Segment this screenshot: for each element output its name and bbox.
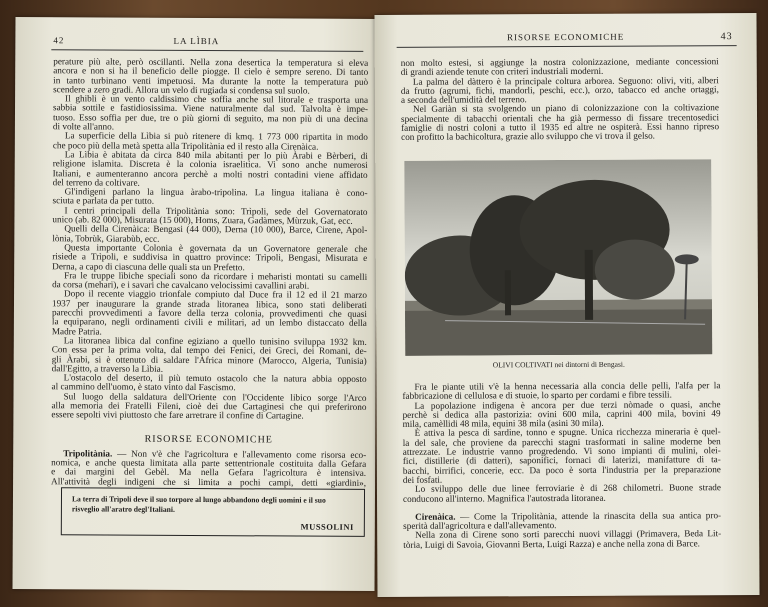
paragraph: [53, 94, 368, 133]
text-line: sciuta e parlata da per tutto.: [52, 195, 155, 207]
text-line: perature più alte, però oscillanti. Nella zona desertica la temperatura si eleva: [53, 56, 369, 68]
running-head: RISORSE ECONOMICHE: [506, 31, 625, 43]
text-line: che poco più della metà spetta alla Tripolitània ed il resto alla Cirenàica.: [52, 139, 319, 152]
paragraph: [52, 243, 367, 273]
text-line: parecchi provvedimenti a favore della terza colonia, provvedimenti che quasi: [51, 307, 367, 319]
text-line: Questa importante Colonia è governata da un Governatore generale che: [64, 242, 368, 254]
text-line: Fra le piante utili v'è la henna necessaria alla concia delle pelli, l'alfa per la: [414, 380, 721, 392]
paragraph: [51, 392, 366, 422]
text-line: È attiva la pesca di sardine, tonno e spugne. Unica ricchezza mineraria è quel-: [414, 426, 721, 439]
text-line: Gl'indigeni parlano la lingua àrabo-tripolina. La lingua italiana è cono-: [64, 186, 368, 199]
section-text: [51, 449, 366, 488]
paragraph: [52, 290, 367, 338]
line-text: — Non v'è che l'agricoltura e l'allevamento come risorsa eco-: [117, 448, 367, 460]
text-line: La popolazione indigena è ancora per due terzi nòmade o quasi, anche: [414, 398, 721, 411]
text-line: All'attività degli indigeni che si limita a pochi campi, detti «giardini»,: [51, 476, 367, 488]
text-line: La litoranea libica dal confine egiziano a quello tunisino sviluppa 1932 km.: [63, 335, 367, 347]
text-line: Il ghibli è un vento caldissimo che soffia anche sul litorale e trasporta una: [65, 93, 369, 106]
text-line: Derna, a capo di ciascuna delle quali sta un Prefetto.: [52, 260, 245, 272]
text-line: La Lìbia è abitata da circa 840 mila abitanti per lo più Àrabi e Bèrberi, di: [64, 149, 368, 161]
text-line: con profitto la bachicoltura, grazie allo sviluppo che vi trova il gelso.: [401, 130, 656, 143]
text-line: Dopo il recente viaggio trionfale compiuto dal Duce fra il 12 ed il 21 marzo: [64, 288, 368, 301]
quote-line: La terra di Trìpoli deve il suo torpore al lungo abbandono degli uomini e il suo: [71, 494, 326, 505]
text-line: famiglie di nostri coloni a tutto il 1935 ed altre ne ospiterà. Essi hanno ripreso: [401, 121, 720, 133]
paragraph: [53, 57, 368, 96]
text-line: la del sale, che proviene da parecchi stagni trasformati in saline moderne ben: [402, 435, 721, 448]
text-line: Madre Patria.: [51, 325, 102, 337]
section-lead: Tripolitània.: [63, 448, 113, 459]
text-line: La palma del dàttero è la principale coltura arborea. Seguono: olivi, viti, alberi: [412, 74, 719, 87]
photo-caption: OLIVI COLTIVATI nei dintorni di Bengasi.: [492, 359, 625, 370]
text-line: La superficie della Lìbia si può ritenere di kmq. 1 773 000 ripartita in modo: [64, 130, 368, 143]
left-page: [13, 17, 378, 591]
text-line: I centri principali della Tripolitània sono: Trìpoli, sede del Governatorato: [64, 205, 368, 217]
text-line: sabbia sottile e fastidiosissima. Viene naturalmente dal sud. Talvolta è impe-: [52, 102, 369, 115]
text-line: L'ostacolo del deserto, il più temuto ostacolo che la natura abbia opposto: [63, 372, 367, 384]
text-line: sperità dall'agricoltura e dall'allevamento.: [403, 520, 557, 532]
left-page-body: [51, 57, 368, 488]
text-line: alla memoria dei Fratelli Fileni, cioè dei due Cartaginesi che qui preferirono: [51, 400, 367, 412]
text-line: e dai margini del Gebèl. Ma nella Gefara l'agricoltura è intensiva.: [51, 466, 367, 479]
text-line: di volte all'anno.: [52, 121, 115, 132]
olive-grove-photo: [404, 159, 712, 356]
page-number: 43: [720, 31, 733, 43]
text-line: gli Àrabi, si è ottenuto di saldare l'Àfrica minore (Marocco, Algeria, Tunisia): [51, 353, 367, 366]
cirenaica-text: [403, 511, 721, 550]
paragraph: [401, 76, 719, 106]
paragraph: [53, 150, 368, 189]
text-line: lònia, Tobrùk, Giarabùb, ecc.: [52, 232, 160, 244]
quote-author: MUSSOLINI: [300, 521, 354, 532]
text-line: bacchi, birrifici, concerie, ecc. Da poco è sorta l'industria per la preparazione: [402, 463, 721, 476]
text-line: in tanto turbinano venti impetuosi. Ma durante la notte la temperatura può: [53, 74, 369, 87]
quote-line: risveglio all'aratro degl'Italiani.: [71, 504, 175, 514]
text-line: Lo sviluppo delle due linee ferroviarie è di 268 chilometri. Buone strade: [414, 482, 721, 495]
header-rule: [51, 49, 363, 52]
body-text-bottom: [402, 381, 721, 550]
text-line: Italiani, e aumenteranno ancora perchè a molti nostri contadini viene affidato: [52, 167, 368, 180]
text-line: del terreno da coltivare.: [52, 177, 140, 188]
body-text: [402, 381, 721, 504]
text-line: Con essa per la prima volta, dal tempo dei Fenici, dei Greci, dei Romani, de-: [51, 344, 367, 357]
text-line: tuoso. Esso soffia per due, tre o più giorni di seguito, ma non più di una decina: [52, 112, 368, 124]
text-line: dall'Egitto, a traverso la Lìbia.: [51, 363, 164, 374]
text-line: unico (ab. 82 000), Misurata (15 000), Homs, Zuara, Gadàmes, Mùrzuk, Gat, ecc.: [52, 214, 353, 226]
text-line: Sul luogo della saldatura dell'Oriente con l'Occidente libico sorge l'Arco: [63, 391, 367, 403]
text-line: Nella zona di Cirene sono sorti parecchi nuovi villaggi (Primavera, Beda Lit-: [415, 528, 722, 541]
text-line: fici, distillerie (di datteri), saponifici, fornaci di laterizi, manifatture di ta-: [402, 454, 721, 467]
text-line: scendere a zero gradi. Allora un velo di rugiada si condensa sul suolo.: [53, 84, 310, 96]
text-line: Fra le truppe lìbiche speciali sono da ricordare i meharisti montati su camelli: [64, 270, 368, 282]
text-line: da frutto (agrumi, fichi, mandorli, peschi, ecc.), orzo, tabacco ed anche ortaggi,: [400, 84, 719, 96]
text-line: Quelli della Cirenàica: Bengasi (44 000), Derna (10 000), Barce, Cirene, Apol-: [64, 223, 368, 236]
text-line: risiede a Trìpoli, e suddivisa in quattro province: Trìpoli, Bengasi, Misurata e: [52, 251, 368, 264]
text-line: dei fosfati.: [402, 474, 443, 485]
text-line: mila, camèllidi 48 mila, equini 38 mila (asini 30 mila).: [402, 417, 604, 430]
text-line: non molto estesi, si aggiunge la nostra colonizzazione, mediante concessioni: [400, 56, 719, 68]
text-line: fabbricazione di cellulosa e di stuoie, lo sparto per cordami e fibre tessili.: [402, 389, 672, 402]
running-head: LA LÌBIA: [173, 35, 220, 47]
text-line: di grandi aziende tenute con criteri industriali moderni.: [400, 66, 604, 78]
text-line: la equiparano, negli ordinamenti civili e militari, ad un lembo distaccato della: [51, 316, 367, 329]
text-line: specialmente di tabacchi orientali che ha già permesso di fissare trecentosedici: [400, 111, 720, 124]
paragraph: [403, 530, 721, 550]
text-line: attrezzate. Le industrie vanno progredendo. Vi sono impianti di mulini, olei-: [402, 445, 721, 457]
text-line: 1937 per inaugurare la grande strada litoranea libica, sono stati deliberati: [51, 297, 368, 310]
text-line: ancora e non si ha il beneficio delle piogge. Il cielo è sempre sereno. Di tanto: [53, 65, 369, 78]
paragraph: [403, 428, 721, 485]
section-lead: Cirenàica.: [415, 511, 456, 522]
text-line: conducono all'interno. Magnifica l'autostrada litoranea.: [402, 492, 606, 504]
paragraph: [402, 381, 720, 401]
text-line: a seconda dell'umidità del terreno.: [400, 94, 527, 106]
text-line: religione islamita. Discreta è la colonia israelitica. Vi sono anche numerosi: [52, 158, 368, 171]
body-text-top: [401, 57, 719, 142]
line-text: — Come la Tripolitània, attende la rinascita della sua antica pro-: [460, 510, 722, 522]
paragraph: [52, 336, 367, 375]
text-line: essere sepolti vivi piuttosto che fare arretrare il confine di Cartagine.: [51, 409, 304, 421]
text-line: Nel Gariàn si sta svolgendo un piano di colonizzazione con la coltivazione: [412, 102, 719, 115]
paragraph: [401, 57, 719, 77]
text-line: tòria, Luigi di Savoia, Giovanni Berta, Luigi Razza) e anche nella zona di Barce.: [403, 538, 700, 550]
mussolini-quote-box: [61, 487, 365, 537]
right-page: [374, 13, 759, 597]
paragraph: [403, 483, 721, 503]
paragraph: [403, 400, 721, 430]
page-number: 42: [53, 35, 65, 46]
text-line: al cammino dell'uomo, è stato vinto dal Fascismo.: [51, 381, 236, 393]
text-line: nomica, e anche questa limitata alla parte settentrionale costituita dalla Gefara: [51, 457, 367, 470]
text-line: da corsa (mehari), e i savari che cavalcano velocissimi cavallini arabi.: [52, 279, 310, 291]
body-text: [51, 57, 368, 421]
section-heading: RISORSE ECONOMICHE: [144, 433, 273, 445]
text-line: perchè si dedica alla pastorizia: ovini 600 mila, caprini 400 mila, bovini 49: [402, 408, 721, 420]
header-rule: [397, 45, 737, 48]
paragraph: [401, 104, 719, 143]
paragraph: [51, 449, 366, 488]
